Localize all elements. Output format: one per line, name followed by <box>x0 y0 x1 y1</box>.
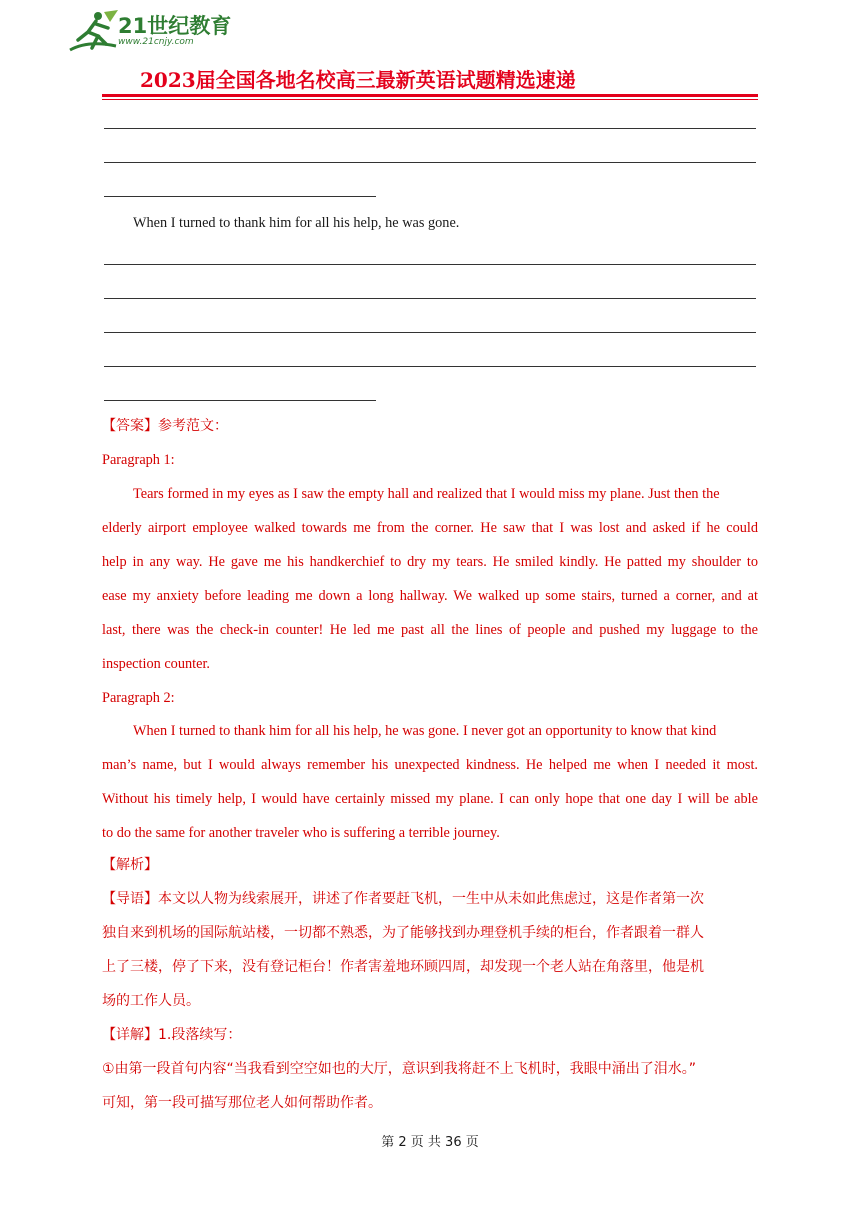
writing-line <box>104 298 756 299</box>
answer-label: 【答案】参考范文： <box>102 418 228 434</box>
answer-line: last, there was the check-in counter! He led me past all the lines of people and pushed my luggage to the <box>102 622 758 638</box>
analysis-line: 上了三楼，停了下来，没有登记柜台！作者害羞地环顾四周，却发现一个老人站在角落里，他是机 <box>102 959 704 975</box>
header-rule-thick <box>102 94 758 97</box>
analysis-line: 【导语】本文以人物为线索展开，讲述了作者要赶飞机，一生中从未如此焦虑过，这是作者第一次 <box>102 891 704 907</box>
writing-line <box>104 332 756 333</box>
writing-line <box>104 162 756 163</box>
writing-line <box>104 264 756 265</box>
analysis-line: 独自来到机场的国际航站楼，一切都不熟悉，为了能够找到办理登机手续的柜台，作者跟着一群人 <box>102 925 704 941</box>
answer-line: When I turned to thank him for all his help, he was gone. I never got an opportunity to know that kind <box>133 723 717 739</box>
answer-line: inspection counter. <box>102 656 210 672</box>
writing-line <box>104 366 756 367</box>
answer-line: elderly airport employee walked towards me from the corner. He saw that I was lost and asked if he could <box>102 520 758 536</box>
logo-url: www.21cnjy.com <box>118 37 194 47</box>
analysis-label: 【解析】 <box>102 857 158 873</box>
page-footer: 第 2 页 共 36 页 <box>381 1135 479 1150</box>
detail-label: 【详解】1.段落续写： <box>102 1027 242 1043</box>
writing-line <box>104 128 756 129</box>
paragraph1-label: Paragraph 1: <box>102 452 175 468</box>
runner-icon <box>70 10 118 50</box>
writing-line <box>104 196 376 197</box>
paragraph2-label: Paragraph 2: <box>102 690 175 706</box>
detail-line: ①由第一段首句内容“当我看到空空如也的大厅，意识到我将赶不上飞机时，我眼中涌出了泪水。” <box>102 1061 697 1077</box>
answer-line: ease my anxiety before leading me down a long hallway. We walked up some stairs, turned a corner, and at <box>102 588 758 604</box>
answer-line: to do the same for another traveler who is suffering a terrible journey. <box>102 825 500 841</box>
answer-line: Without his timely help, I would have certainly missed my plane. I can only hope that one day I will be able <box>102 791 758 807</box>
analysis-line: 场的工作人员。 <box>102 993 200 1009</box>
header-rule-thin <box>102 99 758 100</box>
answer-line: help in any way. He gave me his handkerchief to dry my tears. He smiled kindly. He patted my shoulder to <box>102 554 758 570</box>
answer-line: man’s name, but I would always remember his unexpected kindness. He helped me when I needed it most. <box>102 757 758 773</box>
writing-line <box>104 400 376 401</box>
answer-line: Tears formed in my eyes as I saw the empty hall and realized that I would miss my plane. Just then the <box>133 486 720 502</box>
header-title: 2023届全国各地名校高三最新英语试题精选速递 <box>140 68 576 92</box>
prompt-sentence: When I turned to thank him for all his help, he was gone. <box>133 215 460 231</box>
logo-text: 21世纪教育 <box>118 14 232 38</box>
detail-line: 可知，第一段可描写那位老人如何帮助作者。 <box>102 1095 382 1111</box>
